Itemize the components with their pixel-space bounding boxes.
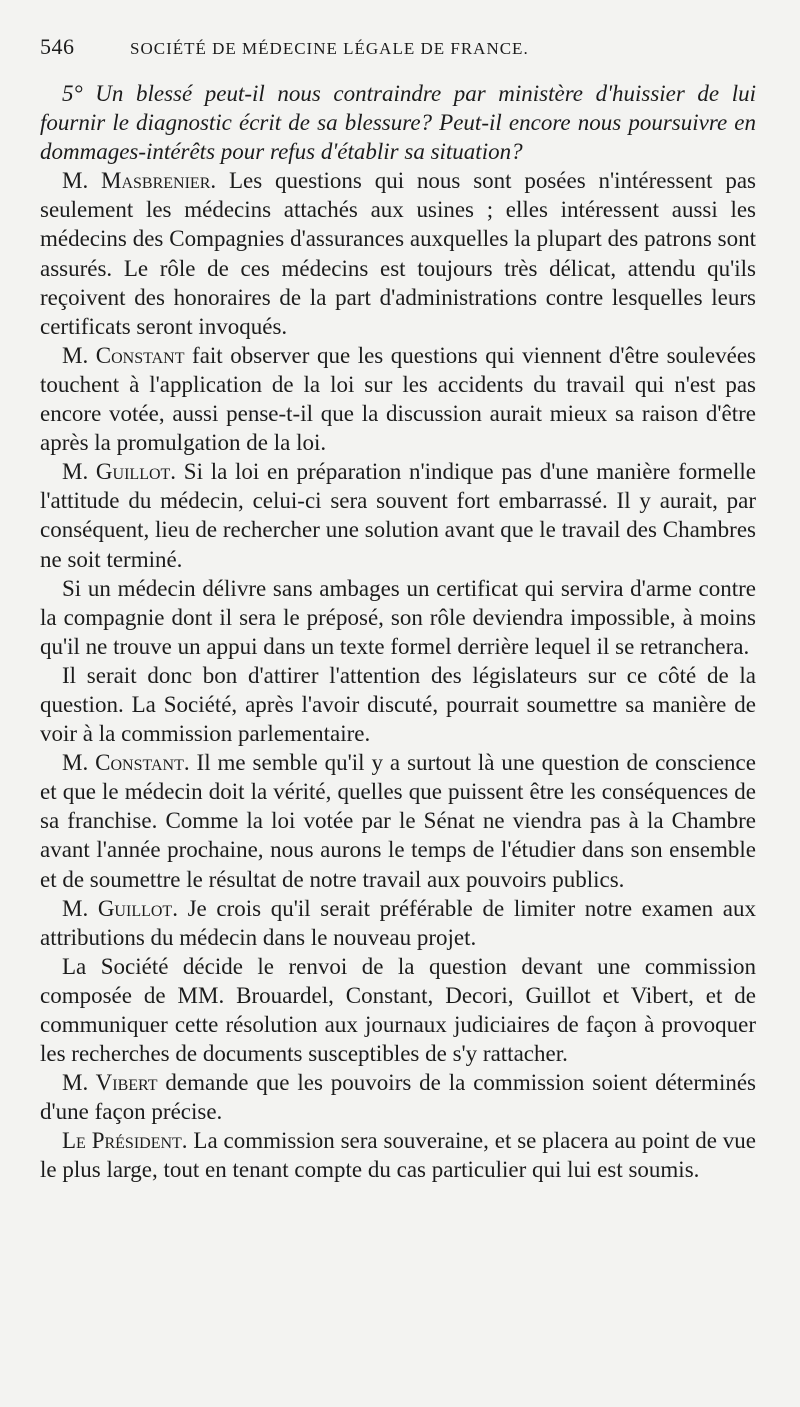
speaker-name: M. Vibert — [62, 1070, 158, 1096]
running-header — [40, 34, 756, 68]
paragraph — [40, 894, 756, 952]
paragraph — [40, 79, 756, 166]
paragraph-text: Les questions qui nous sont posées n'intéressent pas seulement les médecins attachés aux usines ; elles intéressent aussi les médecins des Compagnies d'assurances auxquelles la plupart des patrons sont assurés. Le rôle de ces médecins est toujours très délicat, attendu qu'ils reçoivent des honoraires de la part d'administrations contre lesquelles leurs certificats seront invoqués. — [40, 168, 756, 339]
paragraph — [40, 1126, 756, 1184]
speaker-name: M. Masbrenier. — [62, 168, 217, 194]
paragraph — [40, 661, 756, 748]
paragraph — [40, 166, 756, 341]
paragraph — [40, 574, 756, 661]
paragraph-text: La Société décide le renvoi de la question devant une commission composée de MM. Brouardel, Constant, Decori, Guillot et Vibert, et de communiquer cette résolution aux journaux judiciaires de façon à provoquer les recherches de documents susceptibles de s'y rattacher. — [40, 953, 756, 1067]
speaker-name: M. Constant — [62, 342, 185, 368]
paragraph-text: Il me semble qu'il y a surtout là une question de conscience et que le médecin doit la vérité, quelles que puissent être les conséquences de sa franchise. Comme la loi votée par le Sénat ne viendra pas à la Chambre avant l'année prochaine, nous aurons le temps de l'étudier dans son ensemble et de soumettre le résultat de notre travail aux pouvoirs publics. — [40, 750, 756, 892]
paragraph-text: Je crois qu'il serait préférable de limiter notre examen aux attributions du médecin dans le nouveau projet. — [40, 895, 756, 950]
paragraph — [40, 457, 756, 573]
page — [40, 34, 756, 1185]
paragraph-text: La commission sera souveraine, et se placera au point de vue le plus large, tout en tenant compte du cas particulier qui lui est soumis. — [40, 1128, 756, 1183]
paragraph-text: Si la loi en préparation n'indique pas d'une manière formelle l'attitude du médecin, celui-ci sera souvent fort embarrassé. Il y aurait, par conséquent, lieu de rechercher une solution avant que le travail des Chambres ne soit terminé. — [40, 459, 757, 572]
paragraph — [40, 952, 756, 1068]
running-title: SOCIÉTÉ DE MÉDECINE LÉGALE DE FRANCE. — [130, 39, 529, 58]
paragraph-text: Si un médecin délivre sans ambages un certificat qui servira d'arme contre la compagnie dont il sera le préposé, son rôle deviendra impossible, à moins qu'il ne trouve un appui dans un texte formel derrière lequel il se retranchera. — [40, 575, 756, 659]
speaker-name: M. Guillot. — [62, 459, 177, 485]
speaker-name: M. Constant. — [62, 750, 190, 776]
speaker-name: Le Président. — [62, 1128, 188, 1154]
paragraph-text: fait observer que les questions qui viennent d'être soulevées touchent à l'application de la loi sur les accidents du travail qui n'est pas encore votée, aussi pense-t-il que la discussion aurait mieux sa raison d'être après la promulgation de la loi. — [40, 342, 756, 456]
page-number: 546 — [40, 34, 75, 59]
body-text — [40, 79, 756, 1185]
paragraph — [40, 748, 756, 893]
paragraph-text: Il serait donc bon d'attirer l'attention des législateurs sur ce côté de la question. La Société, après l'avoir discuté, pourrait soumettre sa manière de voir à la commission parlementaire. — [40, 662, 756, 747]
speaker-name: M. Guillot. — [62, 895, 178, 921]
paragraph-text: demande que les pouvoirs de la commission soient déterminés d'une façon précise. — [40, 1070, 756, 1125]
paragraph — [40, 1068, 756, 1126]
paragraph — [40, 341, 756, 457]
paragraph-text: 5° Un blessé peut-il nous contraindre par ministère d'huissier de lui fournir le diagnostic écrit de sa blessure? Peut-il encore nous poursuivre en dommages-intérêts pour refus d'établir sa situation? — [40, 81, 756, 165]
